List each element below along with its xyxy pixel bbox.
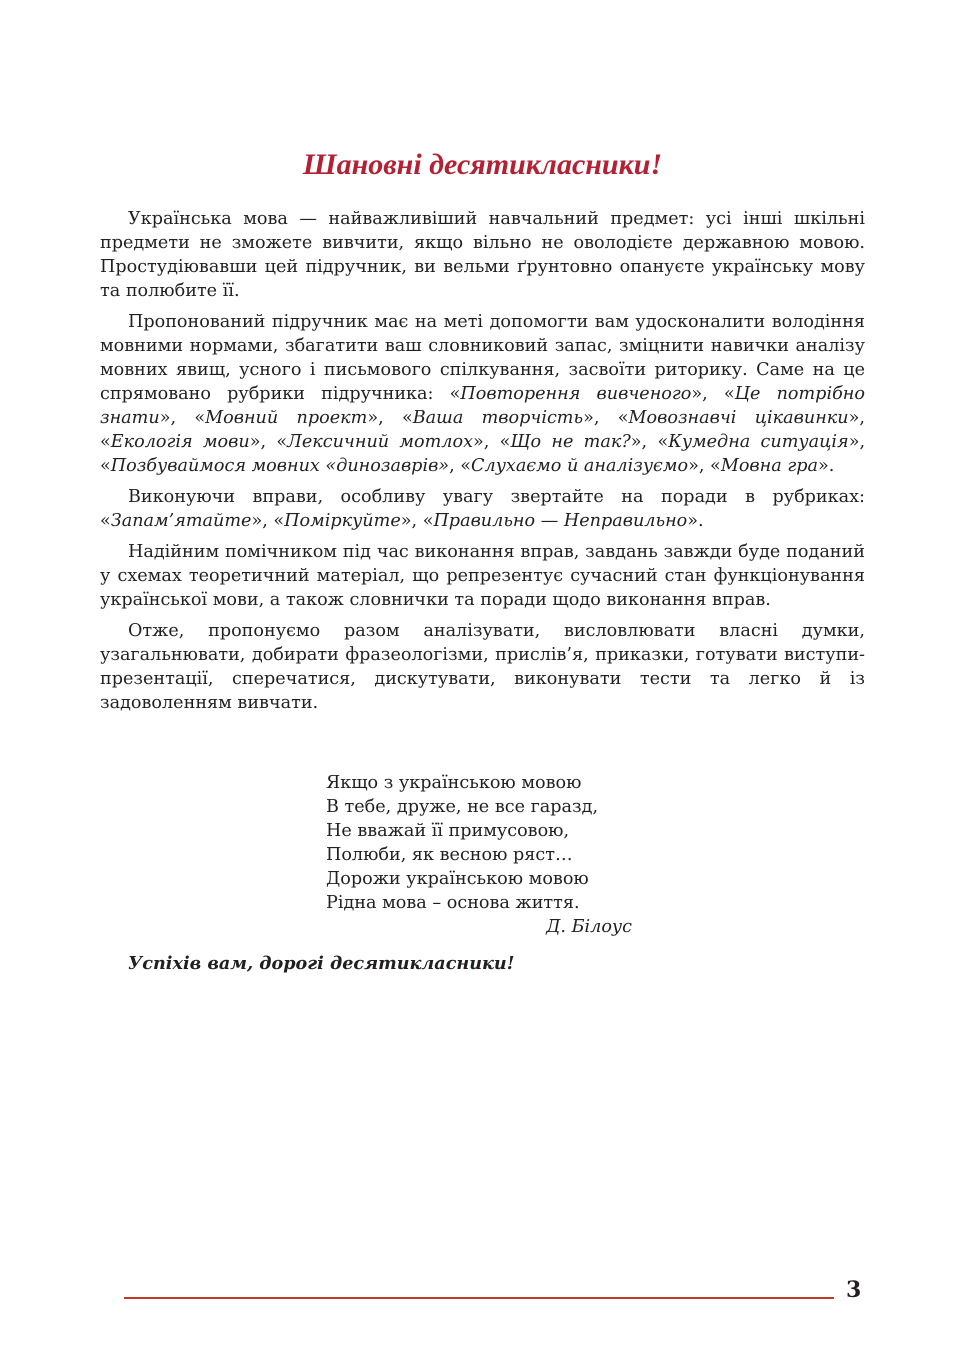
body-text bbox=[100, 207, 865, 722]
text-run: », « bbox=[251, 511, 285, 531]
poem-line: Полюби, як весною ряст… bbox=[326, 845, 573, 865]
rubric-name: Це потрібно знати bbox=[100, 384, 865, 428]
poem-line: Рідна мова – основа життя. bbox=[326, 893, 580, 913]
text-run: ». bbox=[687, 511, 704, 531]
rubric-name: Правильно — Неправильно bbox=[433, 511, 688, 531]
rubric-name: Поміркуйте bbox=[284, 511, 401, 531]
poem-line: Не вважай її примусовою, bbox=[326, 821, 570, 841]
rubric-name: Мовна гра bbox=[720, 456, 818, 476]
text-run: », « bbox=[583, 408, 629, 428]
rubric-name: Кумедна ситуація bbox=[668, 432, 849, 452]
text-run: Пропонований підручник має на меті допомогти вам удосконалити володіння мовними нормами, збагатити ваш словниковий запас, зміцнити навички аналізу мовних явищ, усного і письмового спілкування, засвоїти риторику. Саме на це спрямовано рубрики підручника: « bbox=[100, 312, 865, 404]
text-run: ». bbox=[817, 456, 835, 476]
rubric-name: Мовний проект bbox=[205, 408, 368, 428]
text-run: », « bbox=[100, 408, 865, 452]
rubric-name: Запам’ятайте bbox=[110, 511, 252, 531]
rubric-name: Ваша творчість bbox=[412, 408, 584, 428]
text-run: Надійним помічником під час виконання вправ, завдань завжди буде поданий у схемах теоретичний матеріал, що репрезентує сучасний стан функціонування української мови, а також словнички та поради щодо виконання вправ. bbox=[100, 542, 865, 610]
text-run: », « bbox=[100, 432, 866, 476]
page-number: 3 bbox=[846, 1277, 862, 1303]
poem-line: Дорожи українською мовою bbox=[326, 869, 589, 889]
text-run: », « bbox=[159, 408, 206, 428]
rubric-name: Повторення вивченого bbox=[460, 384, 692, 404]
paragraph-3 bbox=[100, 485, 865, 533]
text-run: », « bbox=[367, 408, 413, 428]
text-run: Виконуючи вправи, особливу увагу звертайте на поради в рубриках: « bbox=[100, 487, 865, 531]
text-run: », « bbox=[688, 456, 721, 476]
text-run: », « bbox=[249, 432, 288, 452]
text-run: Українська мова — найважливіший навчальний предмет: усі інші шкільні предмети не зможете вивчити, якщо вільно не оволодієте державною мовою. Простудіювавши цей підручник, ви вельми ґрунтовно опануєте українську мову та полюбите її. bbox=[100, 209, 865, 301]
text-run: », « bbox=[691, 384, 735, 404]
rubric-name: Мовознавчі цікавинки bbox=[628, 408, 849, 428]
text-run: », « bbox=[400, 511, 434, 531]
poem-line: В тебе, друже, не все гаразд, bbox=[326, 797, 599, 817]
rubric-name: Екологія мови bbox=[110, 432, 250, 452]
paragraph-5 bbox=[100, 619, 865, 715]
rubric-name: Слухаємо й аналізуємо bbox=[471, 456, 689, 476]
rubric-name: Позбуваймося мовних «динозаврів» bbox=[110, 456, 450, 476]
paragraph-2 bbox=[100, 310, 865, 478]
text-run: », « bbox=[630, 432, 669, 452]
closing-greeting: Успіхів вам, дорогі десятикласники! bbox=[128, 953, 515, 974]
page-title: Шановні десятикласники! bbox=[302, 148, 663, 181]
paragraph-4 bbox=[100, 540, 865, 612]
text-run: Отже, пропонуємо разом аналізувати, висловлювати власні думки, узагальнювати, добирати фразеологізми, прислів’я, приказки, готувати виступи-презентації, сперечатися, дискутувати, виконувати тести та легко й із задоволенням вивчати. bbox=[100, 621, 865, 713]
rubric-name: Що не так? bbox=[510, 432, 631, 452]
text-run: », « bbox=[473, 432, 511, 452]
text-run: , « bbox=[449, 456, 472, 476]
poem-author: Д. Білоус bbox=[546, 917, 632, 937]
poem-line: Якщо з українською мовою bbox=[326, 773, 582, 793]
poem bbox=[326, 771, 598, 915]
rubric-name: Лексичний мотлох bbox=[287, 432, 473, 452]
paragraph-1 bbox=[100, 207, 865, 303]
footer-divider bbox=[124, 1297, 834, 1299]
